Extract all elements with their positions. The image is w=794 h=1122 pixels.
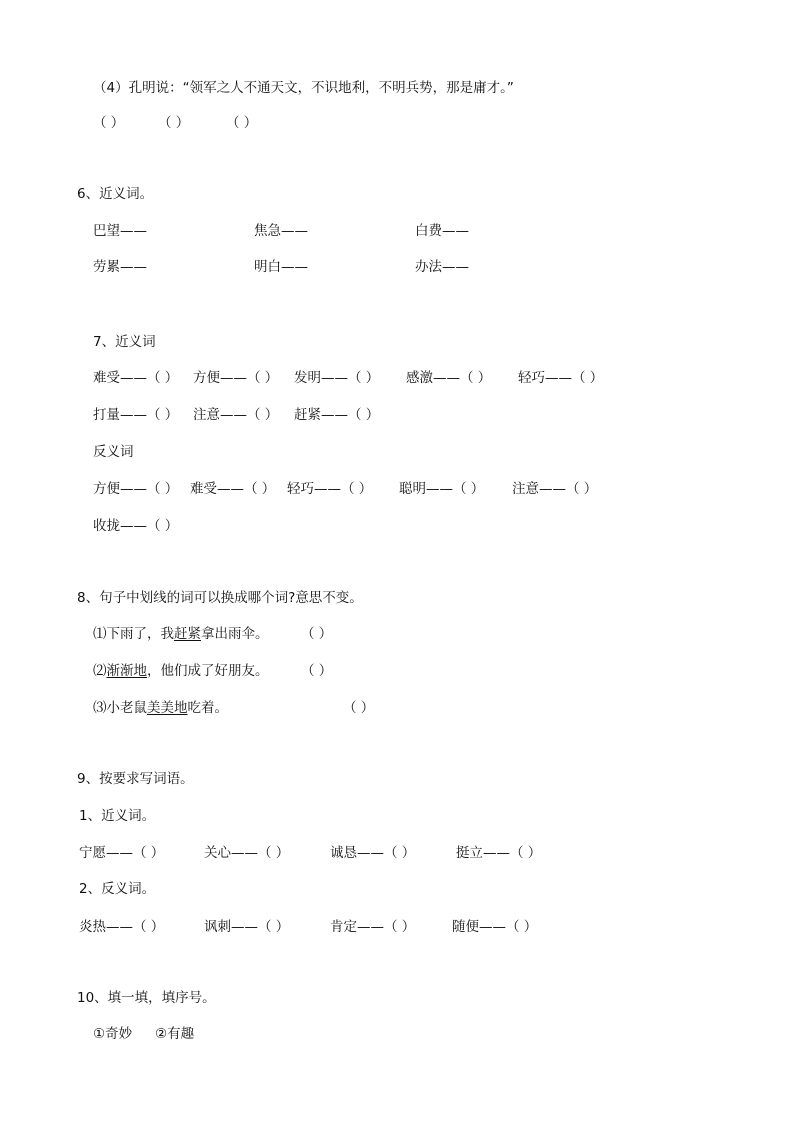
q9-syn-item[interactable]: 诚恳——（ ）: [330, 845, 416, 861]
q8-sentence-1: ⑴下雨了，我赶紧拿出雨伞。: [93, 626, 269, 642]
q6-word: 明白——: [254, 259, 308, 275]
q6-title: 6、近义词。: [77, 186, 154, 202]
q7-ant-item[interactable]: 轻巧——（ ）: [287, 481, 373, 497]
q7-ant-item[interactable]: 聪明——（ ）: [399, 481, 485, 497]
q7-ant-item[interactable]: 收拢——（ ）: [93, 518, 179, 534]
q7-title: 7、近义词: [93, 334, 156, 350]
q8-answer-blank-3[interactable]: （ ）: [343, 700, 375, 716]
q8-answer-blank-1[interactable]: （ ）: [301, 626, 333, 642]
q4-blank-3[interactable]: （ ）: [226, 115, 258, 131]
q7-syn-item[interactable]: 注意——（ ）: [193, 407, 279, 423]
q8-title: 8、句子中划线的词可以换成哪个词?意思不变。: [77, 590, 363, 606]
q7-syn-item[interactable]: 感激——（ ）: [406, 370, 492, 386]
q7-syn-item[interactable]: 打量——（ ）: [93, 407, 179, 423]
q9-ant-item[interactable]: 肯定——（ ）: [330, 919, 416, 935]
q7-ant-item[interactable]: 方便——（ ）: [93, 481, 179, 497]
q4-blank-1[interactable]: （ ）: [93, 115, 125, 131]
q8-sentence-3: ⑶小老鼠美美地吃着。: [93, 700, 228, 716]
q7-ant-item[interactable]: 难受——（ ）: [190, 481, 276, 497]
q6-word: 白费——: [415, 223, 469, 239]
q9-sub2: 2、反义词。: [79, 881, 156, 897]
q6-word: 劳累——: [93, 259, 147, 275]
q9-ant-item[interactable]: 炎热——（ ）: [79, 919, 165, 935]
q8-answer-blank-2[interactable]: （ ）: [301, 663, 333, 679]
q10-option: ①奇妙: [93, 1026, 133, 1042]
q9-syn-item[interactable]: 宁愿——（ ）: [79, 845, 165, 861]
q4-blank-2[interactable]: （ ）: [158, 115, 190, 131]
q9-ant-item[interactable]: 讽刺——（ ）: [204, 919, 290, 935]
underlined-word: 渐渐地: [106, 663, 147, 679]
q7-syn-item[interactable]: 赶紧——（ ）: [294, 407, 380, 423]
q7-antonym-title: 反义词: [93, 444, 134, 460]
q6-word: 办法——: [415, 259, 469, 275]
q4-text: （4）孔明说：“领军之人不通天文，不识地利，不明兵势，那是庸才。”: [93, 80, 514, 96]
q7-ant-item[interactable]: 注意——（ ）: [512, 481, 598, 497]
q7-syn-item[interactable]: 方便——（ ）: [193, 370, 279, 386]
q9-ant-item[interactable]: 随便——（ ）: [452, 919, 538, 935]
q7-syn-item[interactable]: 难受——（ ）: [93, 370, 179, 386]
underlined-word: 美美地: [147, 700, 188, 716]
q9-title: 9、按要求写词语。: [77, 771, 194, 787]
q8-sentence-2: ⑵渐渐地，他们成了好朋友。: [93, 663, 269, 679]
q6-word: 巴望——: [93, 223, 147, 239]
q9-syn-item[interactable]: 挺立——（ ）: [456, 845, 542, 861]
q6-word: 焦急——: [254, 223, 308, 239]
q7-syn-item[interactable]: 轻巧——（ ）: [518, 370, 604, 386]
q10-title: 10、填一填，填序号。: [77, 990, 216, 1006]
q9-sub1: 1、近义词。: [79, 808, 156, 824]
underlined-word: 赶紧: [174, 626, 201, 642]
q10-option: ②有趣: [155, 1026, 195, 1042]
q9-syn-item[interactable]: 关心——（ ）: [204, 845, 290, 861]
q7-syn-item[interactable]: 发明——（ ）: [294, 370, 380, 386]
